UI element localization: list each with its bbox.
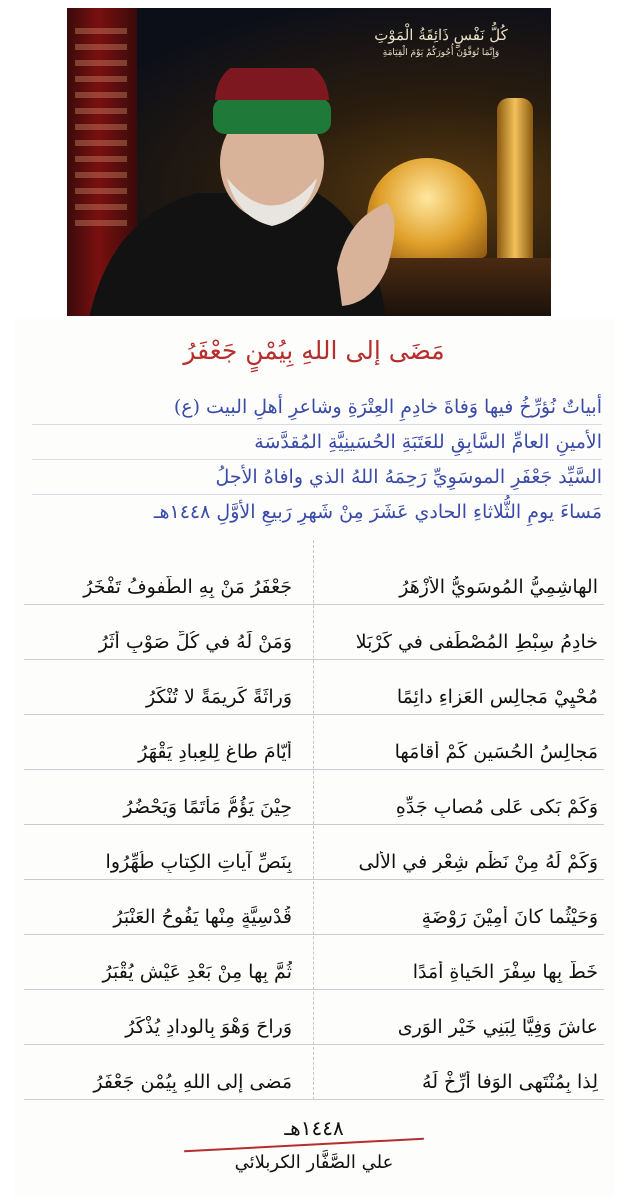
poster-quote-line-2: وَإِنَّمَا تُوَفَّوْنَ أُجُورَكُمْ يَوْمَ الْقِيَامَةِ xyxy=(382,48,500,58)
handwritten-poem-page xyxy=(14,318,614,1196)
verse-second-hemistich: وَراثَةً كَريمَةً لا تُنْكَرُ xyxy=(145,686,292,708)
intro-line: الأمينِ العامِّ السَّابِقِ للعَتَبَةِ الحُسَينِيَّةِ المُقدَّسَة xyxy=(32,425,602,460)
poem-title: مَضَى إلى اللهِ بِيُمْنٍ جَعْفَرُ xyxy=(183,336,445,365)
verse-row xyxy=(24,935,604,990)
verse-first-hemistich: خَطَّ بِها سِفْرَ الحَياةِ أمَدًا xyxy=(412,961,598,983)
verse-first-hemistich: الهاشِمِيُّ المُوسَوِيُّ الأزْهَرُ xyxy=(399,576,598,598)
verse-second-hemistich: قُدْسِيَّةٍ مِنْها يَفُوحُ العَنْبَرُ xyxy=(113,906,292,928)
verse-first-hemistich: وَكَمْ بَكى عَلى مُصابِ جَدِّهِ xyxy=(395,796,598,818)
poem-verses xyxy=(24,550,604,1100)
verse-first-hemistich: عاشَ وَفِيًّا لِبَنِي خَيْرِ الوَرى xyxy=(397,1016,598,1038)
verse-first-hemistich: خادِمُ سِبْطِ المُصْطَفى في كَرْبَلا xyxy=(355,631,598,653)
verse-row xyxy=(24,1045,604,1100)
poster-quote-line-1: كُلُّ نَفْسٍ ذَائِقَةُ الْمَوْتِ xyxy=(374,26,508,44)
poster-praying-man-figure xyxy=(87,68,407,316)
verse-first-hemistich: مُحْيِيْ مَجالِسِ العَزاءِ دائِمًا xyxy=(396,686,598,708)
verse-second-hemistich: وَمَنْ لَهُ في كُلِّ صَوْبٍ أثَرُ xyxy=(98,631,292,653)
verse-row xyxy=(24,825,604,880)
verse-row xyxy=(24,550,604,605)
verse-second-hemistich: وَراحَ وَهْوَ بِالوِدادِ يُذْكَرُ xyxy=(125,1016,292,1038)
intro-line: أبياتٌ نُؤرِّخُ فيها وَفاةَ خادِمِ العِتْرَةِ وشاعرِ أهلِ البيت (ع) xyxy=(32,390,602,425)
poem-introduction xyxy=(32,390,602,529)
verse-second-hemistich: ثُمَّ بِها مِنْ بَعْدِ عَيْشٍ يُقْبَرُ xyxy=(102,961,292,983)
poet-signature: علي الصَّفَّار الكربلائي xyxy=(234,1152,394,1173)
verse-row xyxy=(24,660,604,715)
verse-second-hemistich: مَضى إلى اللهِ بِيُمْنٍ جَعْفَرُ xyxy=(93,1071,292,1093)
verse-first-hemistich: وَكَمْ لَهُ مِنْ نَظْمِ شِعْرٍ في الأُلى xyxy=(358,851,598,873)
intro-line: السَّيِّد جَعْفَرِ الموسَوِيِّ رَحِمَهُ اللهُ الذي وافاهُ الأجلُ xyxy=(32,460,602,495)
memorial-poster-image xyxy=(67,8,551,316)
verse-row xyxy=(24,770,604,825)
hijri-date: ١٤٤٨هـ xyxy=(284,1116,344,1140)
intro-line: مَساءَ يومِ الثُّلاثاءِ الحادي عَشَرَ مِنْ شَهرِ رَبيعِ الأوَّلِ ١٤٤٨هـ xyxy=(153,501,602,523)
poster-quran-caption xyxy=(351,26,531,58)
verse-second-hemistich: حِيْنَ يَؤُمُّ مَأْتَمًا وَيَحْضُرُ xyxy=(123,796,292,818)
verse-second-hemistich: أيّامَ طاغٍ لِلعِبادِ يَقْهَرُ xyxy=(138,741,292,763)
verse-row xyxy=(24,605,604,660)
verse-second-hemistich: جَعْفَرُ مَنْ بِهِ الطُّفوفُ تَفْخَرُ xyxy=(83,576,292,598)
verse-second-hemistich: بِنَصِّ آياتِ الكِتابِ طُهِّرُوا xyxy=(105,851,292,873)
verse-first-hemistich: مَجالِسُ الحُسَينِ كَمْ أقامَها xyxy=(394,741,598,763)
verse-row xyxy=(24,715,604,770)
verse-first-hemistich: لِذا بِمُنْتَهى الوَفا أرِّخْ لَهُ xyxy=(422,1071,598,1093)
verse-row xyxy=(24,990,604,1045)
verse-first-hemistich: وَحَيْثُما كانَ أمِيْنَ رَوْضَةٍ xyxy=(421,906,598,928)
verse-row xyxy=(24,880,604,935)
